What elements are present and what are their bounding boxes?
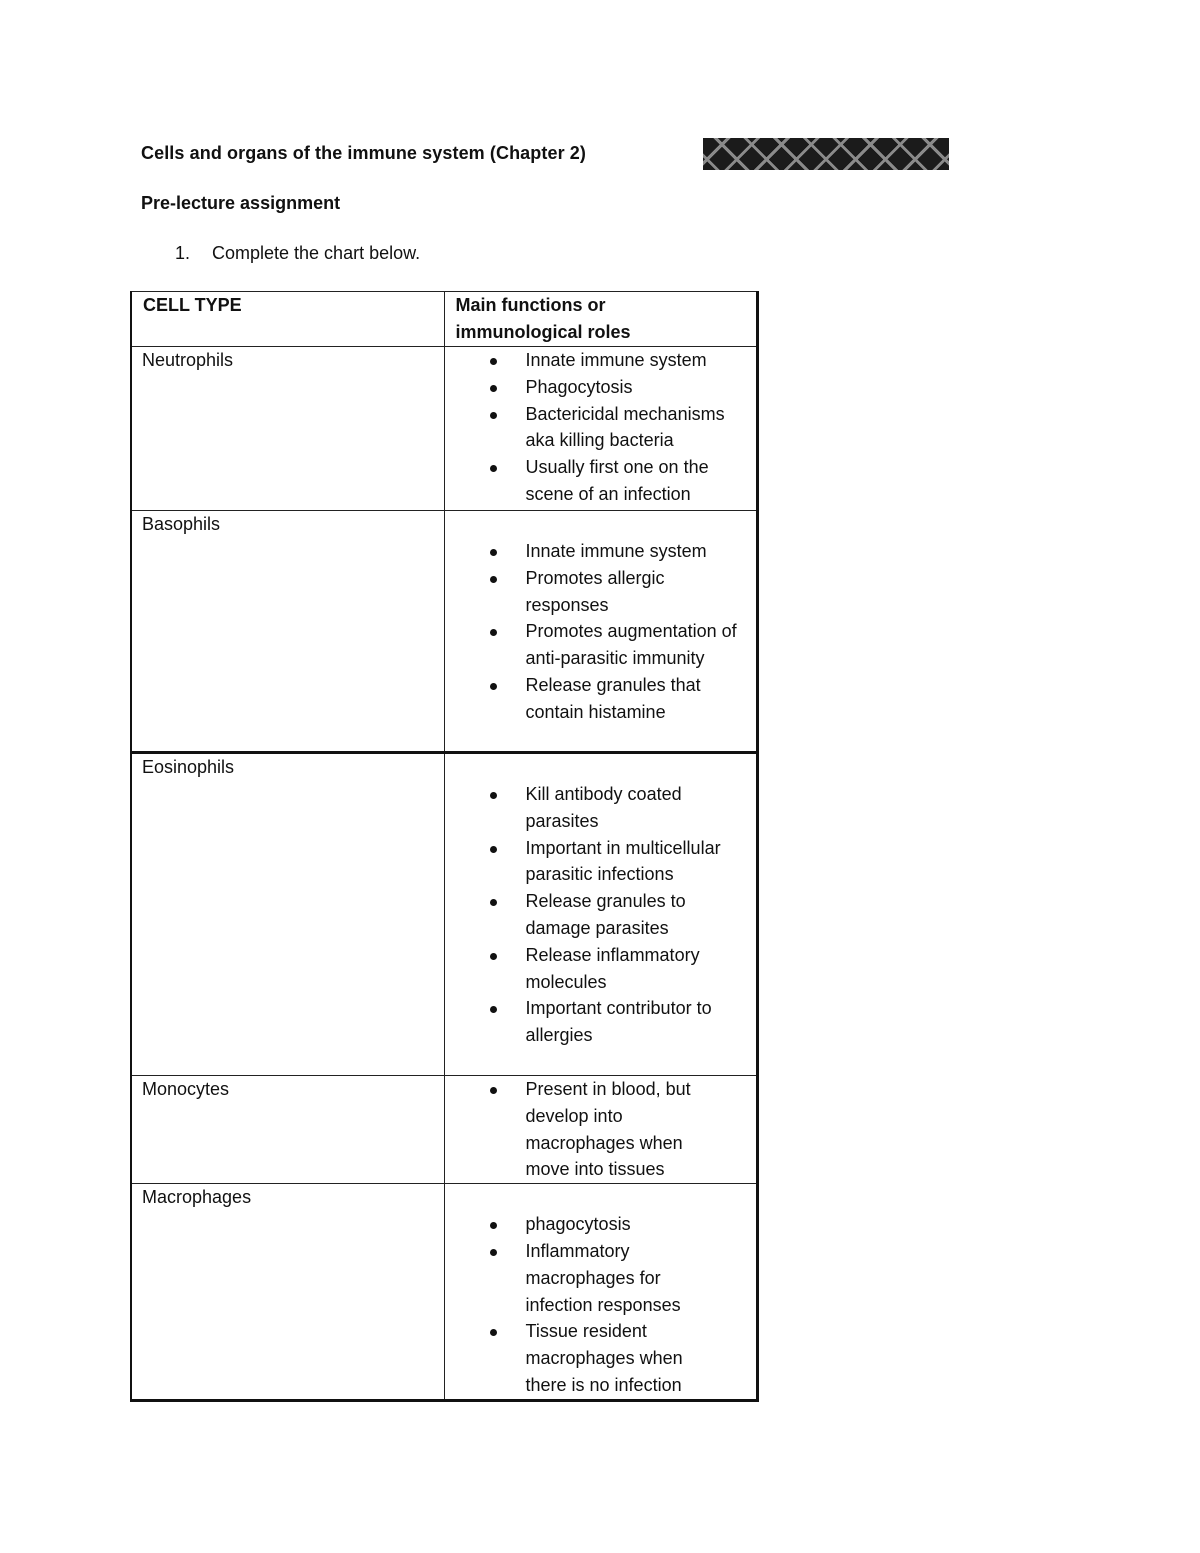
cell-roles — [444, 753, 757, 1076]
table-header-row — [131, 292, 757, 347]
cell-type-name: Eosinophils — [131, 753, 444, 1076]
role-item: phagocytosis — [445, 1211, 756, 1238]
role-item: Important contributor to allergies — [445, 995, 756, 1049]
role-item: Promotes allergic responses — [445, 565, 756, 619]
roles-list — [445, 1211, 756, 1399]
table-row — [131, 1184, 757, 1401]
bullet-icon — [490, 846, 497, 853]
role-item: Release granules to damage parasites — [445, 888, 756, 942]
role-item: Release inflammatory molecules — [445, 942, 756, 996]
bullet-icon — [490, 1087, 497, 1094]
roles-list — [445, 538, 756, 726]
table-row — [131, 347, 757, 511]
cell-roles — [444, 511, 757, 753]
cell-roles — [444, 347, 757, 511]
role-item: Release granules that contain histamine — [445, 672, 756, 726]
bullet-icon — [490, 576, 497, 583]
header-cell-type: CELL TYPE — [131, 292, 444, 347]
document-title: Cells and organs of the immune system (Chapter 2) — [141, 143, 586, 163]
table-row — [131, 511, 757, 753]
role-item: Innate immune system — [445, 347, 756, 374]
role-item: Phagocytosis — [445, 374, 756, 401]
redacted-name-block — [703, 138, 949, 170]
role-item: Important in multicellular parasitic infections — [445, 835, 756, 889]
role-item: Present in blood, but develop into macrophages when move into tissues — [445, 1076, 756, 1183]
cell-function-table — [130, 291, 759, 1402]
role-item: Usually first one on the scene of an infection — [445, 454, 756, 508]
bullet-icon — [490, 465, 497, 472]
cell-type-name: Basophils — [131, 511, 444, 753]
role-item: Bactericidal mechanisms aka killing bacteria — [445, 401, 756, 455]
cell-type-name: Macrophages — [131, 1184, 444, 1401]
bullet-icon — [490, 629, 497, 636]
table-row — [131, 1076, 757, 1184]
instruction-text: Complete the chart below. — [212, 243, 421, 263]
role-item: Innate immune system — [445, 538, 756, 565]
role-item: Promotes augmentation of anti-parasitic immunity — [445, 618, 756, 672]
roles-list — [445, 1076, 756, 1183]
bullet-icon — [490, 1329, 497, 1336]
bullet-icon — [490, 792, 497, 799]
bullet-icon — [490, 385, 497, 392]
bullet-icon — [490, 1222, 497, 1229]
bullet-icon — [490, 549, 497, 556]
bullet-icon — [490, 1006, 497, 1013]
table-row — [131, 753, 757, 1076]
instruction-item — [175, 243, 420, 264]
assignment-subtitle: Pre-lecture assignment — [141, 193, 341, 213]
bullet-icon — [490, 953, 497, 960]
bullet-icon — [490, 412, 497, 419]
cell-type-name: Monocytes — [131, 1076, 444, 1184]
cell-roles — [444, 1184, 757, 1401]
header-main-functions: Main functions or immunological roles — [444, 292, 757, 347]
bullet-icon — [490, 683, 497, 690]
bullet-icon — [490, 358, 497, 365]
roles-list — [445, 347, 756, 508]
instruction-number: 1. — [175, 243, 191, 263]
roles-list — [445, 781, 756, 1049]
role-item: Tissue resident macrophages when there is no infection — [445, 1318, 756, 1398]
cell-roles — [444, 1076, 757, 1184]
role-item: Inflammatory macrophages for infection responses — [445, 1238, 756, 1318]
role-item: Kill antibody coated parasites — [445, 781, 756, 835]
cell-type-name: Neutrophils — [131, 347, 444, 511]
bullet-icon — [490, 1249, 497, 1256]
bullet-icon — [490, 899, 497, 906]
